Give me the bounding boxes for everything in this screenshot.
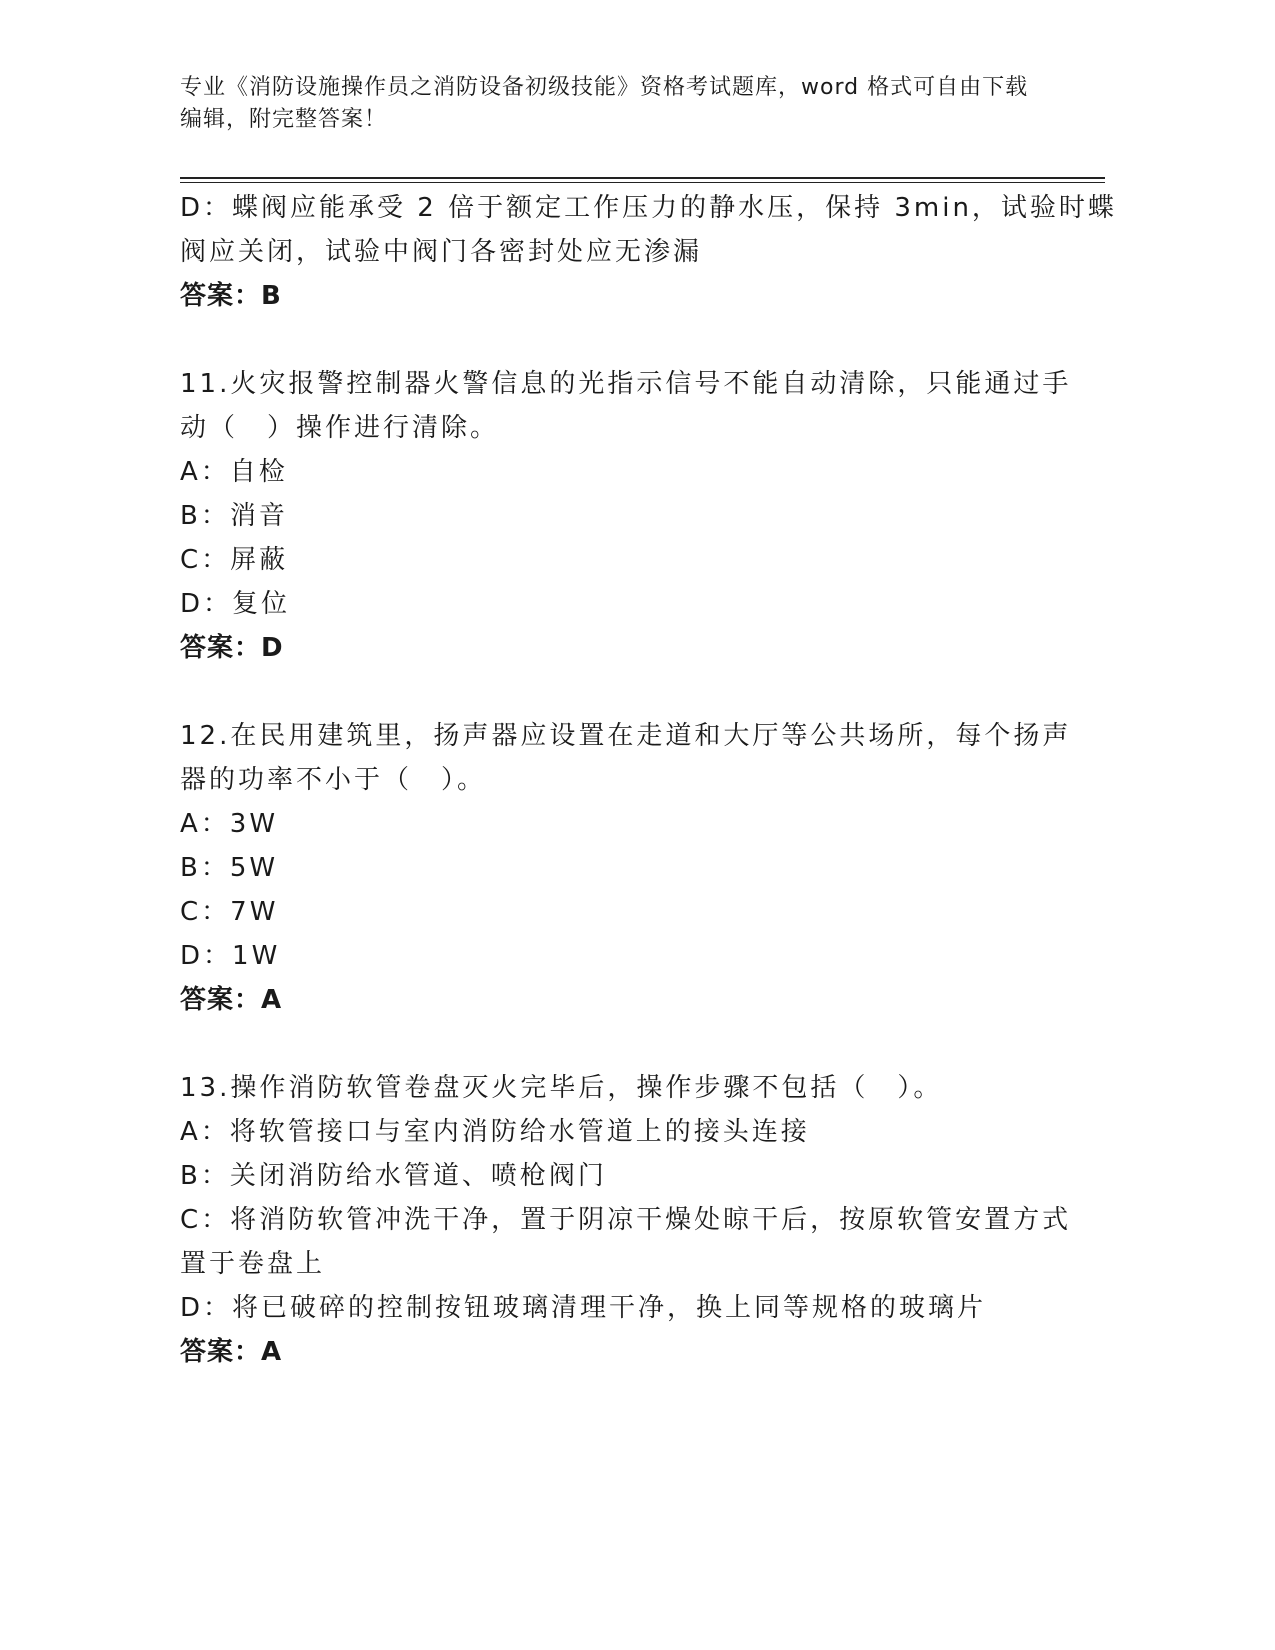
spacer bbox=[180, 318, 1040, 362]
document-header: 专业《消防设施操作员之消防设备初级技能》资格考试题库，word 格式可自由下载编辑，附完整答案！ bbox=[180, 75, 1029, 132]
option-d: D：蝶阀应能承受 2 倍于额定工作压力的静水压，保持 3min，试验时蝶 bbox=[180, 193, 1117, 223]
question-13 bbox=[180, 1066, 1072, 1374]
question-11 bbox=[180, 362, 1072, 670]
option-d: D：1W bbox=[180, 941, 281, 971]
answer-line: 答案：A bbox=[180, 985, 283, 1015]
question-stem: 11.火灾报警控制器火警信息的光指示信号不能自动清除，只能通过手 bbox=[180, 369, 1072, 399]
option-a: A：自检 bbox=[180, 457, 288, 487]
option-c: C：将消防软管冲洗干净，置于阴凉干燥处晾干后，按原软管安置方式 bbox=[180, 1205, 1072, 1235]
question-content bbox=[180, 186, 1117, 1374]
option-d: D：将已破碎的控制按钮玻璃清理干净，换上同等规格的玻璃片 bbox=[180, 1293, 987, 1323]
option-a: A：将软管接口与室内消防给水管道上的接头连接 bbox=[180, 1117, 810, 1147]
header-divider-thin bbox=[180, 182, 1105, 183]
option-d: D：复位 bbox=[180, 589, 291, 619]
question-stem: 13.操作消防软管卷盘灭火完毕后，操作步骤不包括（ ）。 bbox=[180, 1073, 943, 1103]
answer-line: 答案：B bbox=[180, 281, 282, 311]
option-b: B：消音 bbox=[180, 501, 288, 531]
option-b: B：5W bbox=[180, 853, 279, 883]
option-c: C：屏蔽 bbox=[180, 545, 289, 575]
option-d-continuation: 阀应关闭，试验中阀门各密封处应无渗漏 bbox=[180, 237, 703, 267]
question-stem-continuation: 器的功率不小于（ ）。 bbox=[180, 765, 487, 795]
answer-line: 答案：A bbox=[180, 1337, 283, 1367]
header-divider-thick bbox=[180, 177, 1105, 179]
option-c-continuation: 置于卷盘上 bbox=[180, 1249, 326, 1279]
spacer bbox=[180, 1022, 1040, 1066]
question-stem-continuation: 动（ ）操作进行清除。 bbox=[180, 413, 500, 443]
option-c: C：7W bbox=[180, 897, 279, 927]
option-b: B：关闭消防给水管道、喷枪阀门 bbox=[180, 1161, 607, 1191]
previous-question-fragment bbox=[180, 186, 1117, 318]
question-12 bbox=[180, 714, 1072, 1022]
option-a: A：3W bbox=[180, 809, 279, 839]
spacer bbox=[180, 670, 1040, 714]
question-stem: 12.在民用建筑里，扬声器应设置在走道和大厅等公共场所，每个扬声 bbox=[180, 721, 1072, 751]
answer-line: 答案：D bbox=[180, 633, 284, 663]
